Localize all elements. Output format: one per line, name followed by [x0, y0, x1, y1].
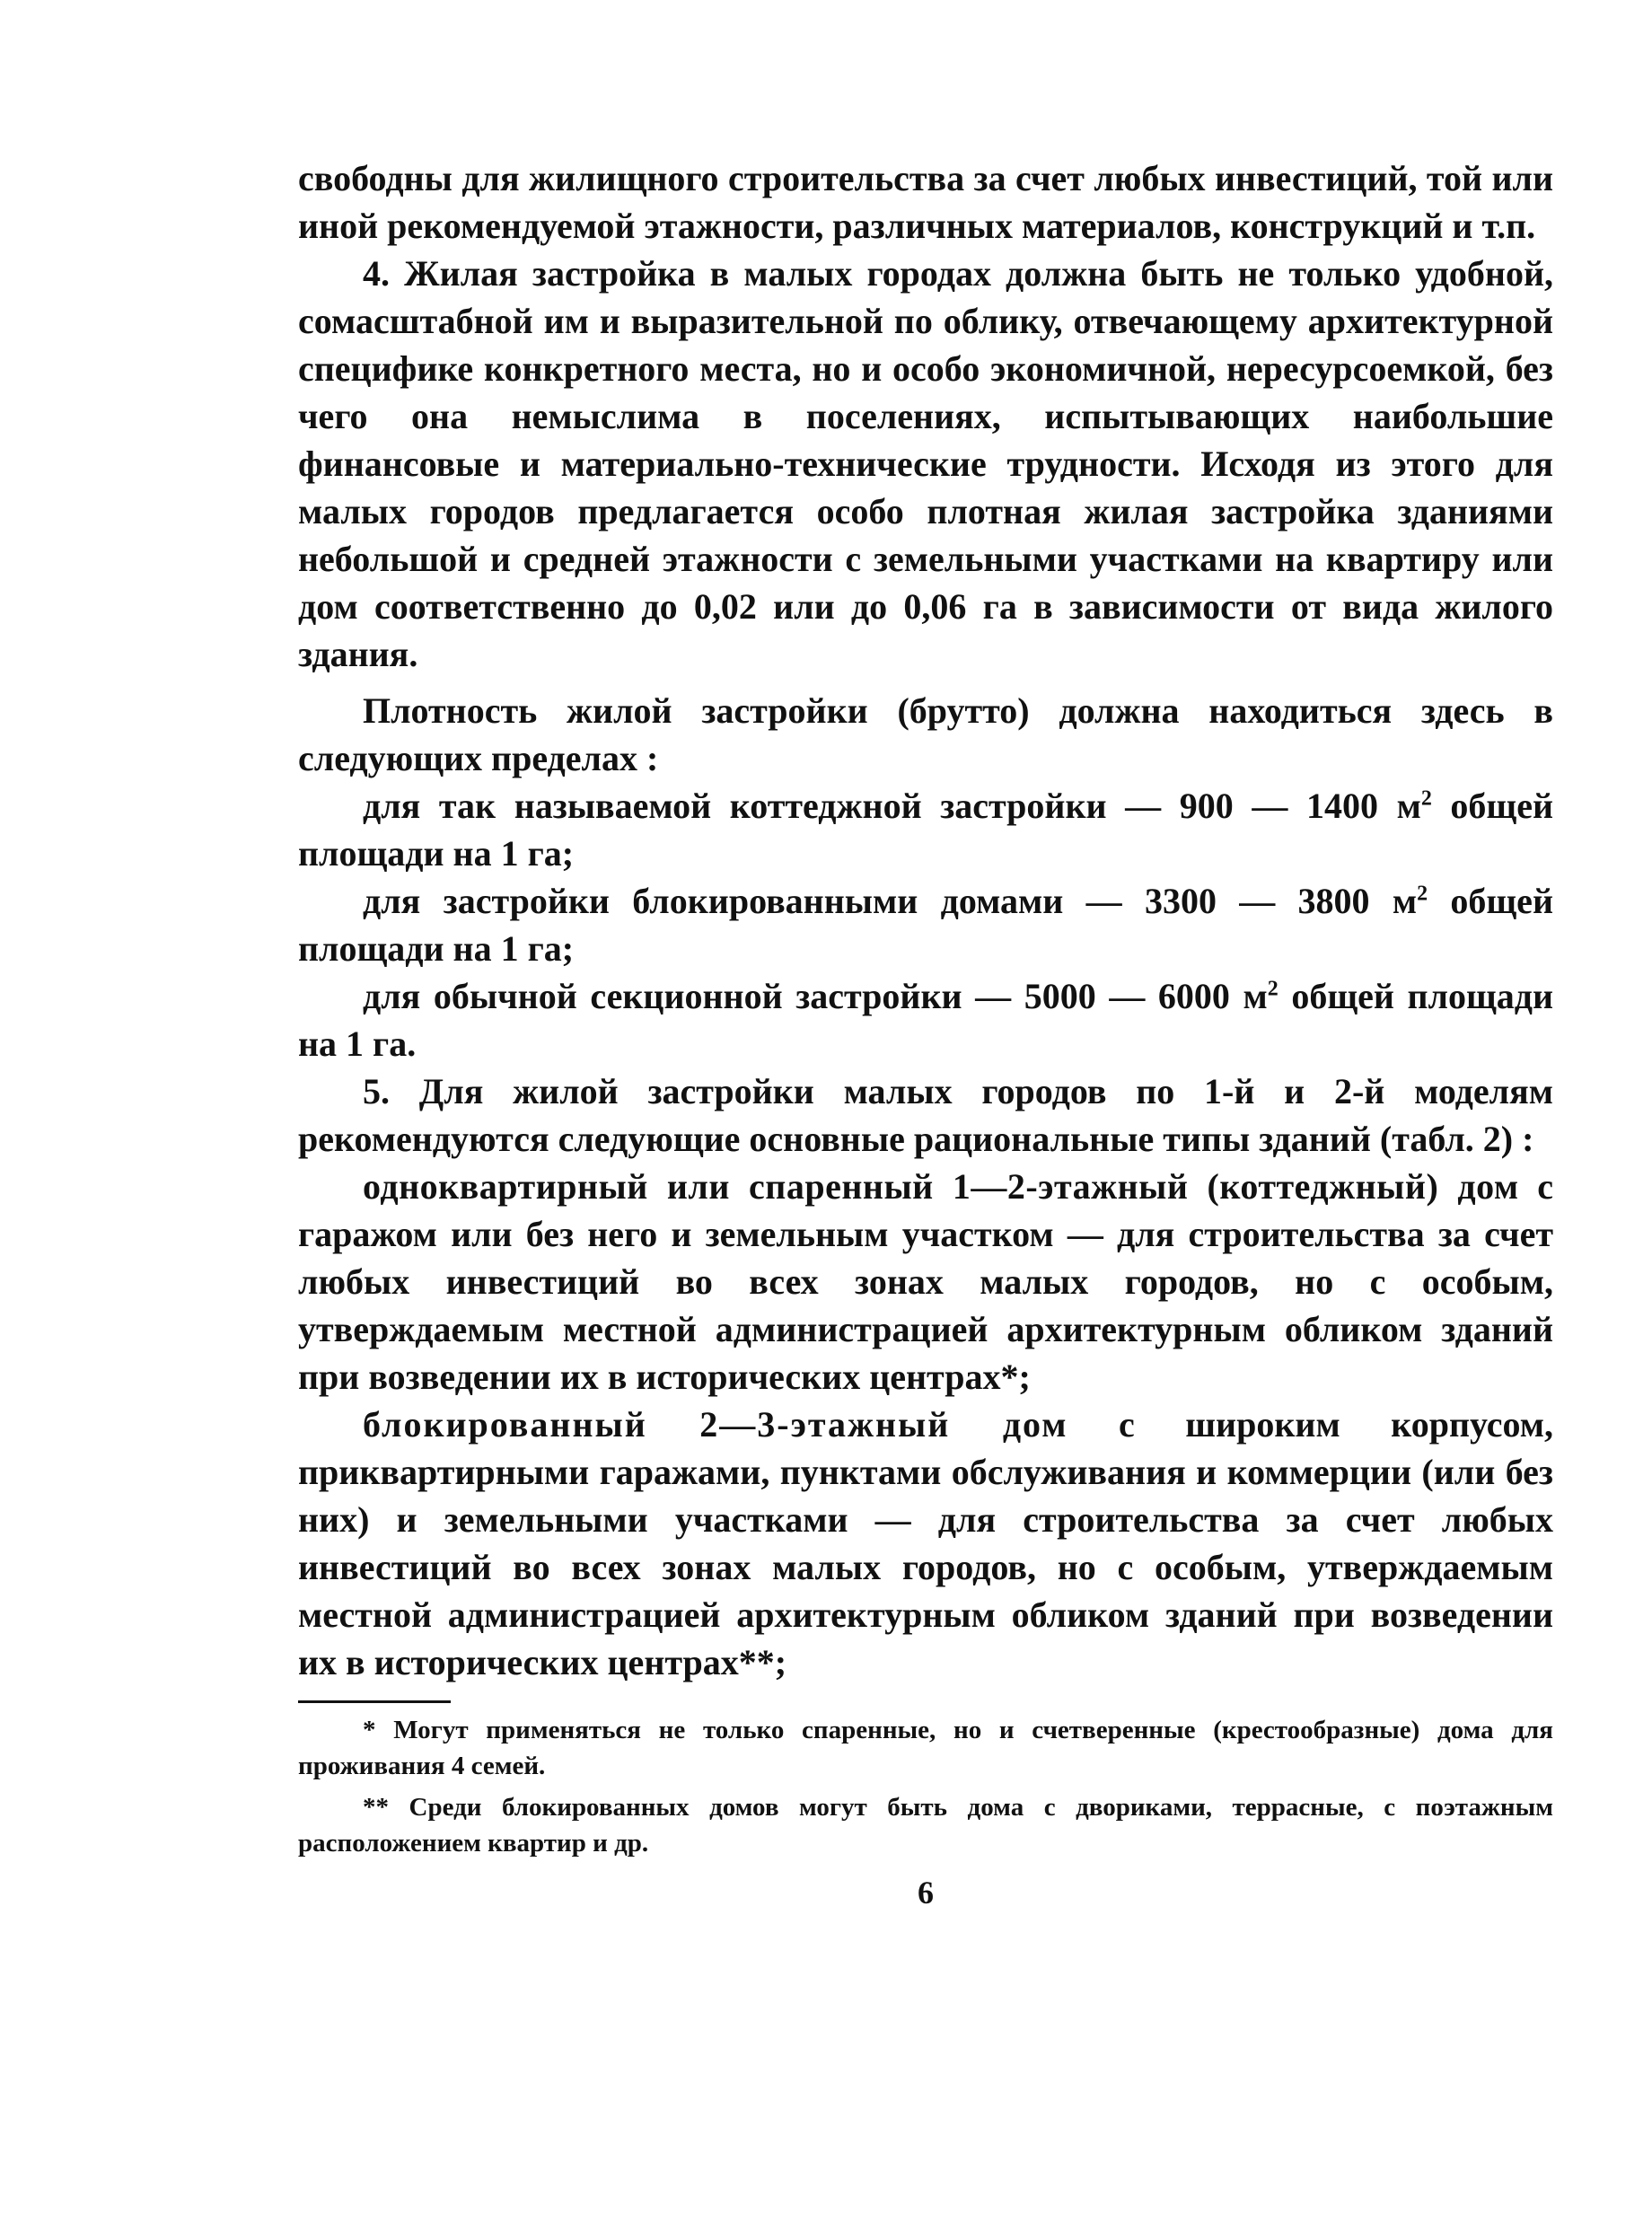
building-type-cottage-text: с гаражом или без него и земельным участком — для строительства за счет любых инвестиций во всех зонах малых городов, но с особым, утверждаемым местной администрацией архитектурным обликом зданий при возведении их в исторических центрах*;: [298, 1166, 1553, 1397]
density-item-sectional-tail: общей площади на 1 га.: [298, 976, 1554, 1064]
body-text: [298, 154, 1553, 1686]
density-item-cottage-text: для так называемой коттеджной застройки — 900 — 1400 м: [363, 786, 1421, 826]
document-page: [298, 154, 1553, 1911]
density-item-blocked-sup: 2: [1417, 882, 1428, 906]
density-item-cottage-sup: 2: [1420, 786, 1432, 811]
building-type-blocked-text: с широким корпусом, приквартирными гаражами, пунктами обслуживания и коммерции (или без них) и земельными участками — для строительства за счет любых инвестиций во всех зонах малых городов, но с особым, утверждаемым местной администрацией архитектурным обликом зданий при возведении их в исторических центрах**;: [298, 1404, 1553, 1682]
density-item-blocked-text: для застройки блокированными домами — 3300 — 3800 м: [363, 881, 1418, 921]
density-item-blocked-tail: общей площади на 1 га;: [298, 881, 1553, 969]
paragraph-density-intro: Плотность жилой застройки (брутто) должна находиться здесь в следующих пределах :: [298, 690, 1553, 778]
density-item-cottage-tail: общей площади на 1 га;: [298, 786, 1553, 874]
footnote-1: * Могут применяться не только спаренные, но и счетверенные (крестообразные) дома для проживания 4 семей.: [298, 1716, 1553, 1780]
density-item-sectional-text: для обычной секционной застройки — 5000 — 6000 м: [363, 976, 1268, 1016]
building-type-blocked-term: блокированный 2—3-этажный дом: [363, 1404, 1068, 1445]
density-item-cottage: [298, 782, 1553, 877]
paragraph-item-5: 5. Для жилой застройки малых городов по 1-й и 2-й моделям рекомендуются следующие основные рациональные типы зданий (табл. 2) :: [298, 1071, 1553, 1159]
paragraph-item-4: 4. Жилая застройка в малых городах должна быть не только удобной, сомасштабной им и выразительной по облику, отвечающему архитектурной специфике конкретного места, но и особо экономичной, нересурсоемкой, без чего она немыслима в поселениях, испытывающих наибольшие финансовые и материально-технические трудности. Исходя из этого для малых городов предлагается особо плотная жилая застройка зданиями небольшой и средней этажности с земельными участками на квартиру или дом соответственно до 0,02 или до 0,06 га в зависимости от вида жилого здания.: [298, 253, 1553, 674]
footnotes: [298, 1712, 1553, 1861]
building-type-cottage: [298, 1163, 1553, 1401]
density-item-blocked: [298, 877, 1553, 972]
page-number: 6: [918, 1875, 934, 1910]
building-type-blocked: [298, 1401, 1553, 1686]
density-item-sectional: [298, 972, 1553, 1067]
paragraph-continuation: свободны для жилищного строительства за счет любых инвестиций, той или иной рекомендуемой этажности, различных материалов, конструкций и т.п.: [298, 158, 1553, 246]
footnote-divider: [298, 1700, 451, 1703]
density-item-sectional-sup: 2: [1267, 977, 1279, 1001]
footnote-2: ** Среди блокированных домов могут быть дома с двориками, террасные, с поэтажным расположением квартир и др.: [298, 1793, 1553, 1858]
building-type-cottage-term: одноквартирный или спаренный 1—2-этажный (коттеджный) дом: [363, 1166, 1519, 1207]
